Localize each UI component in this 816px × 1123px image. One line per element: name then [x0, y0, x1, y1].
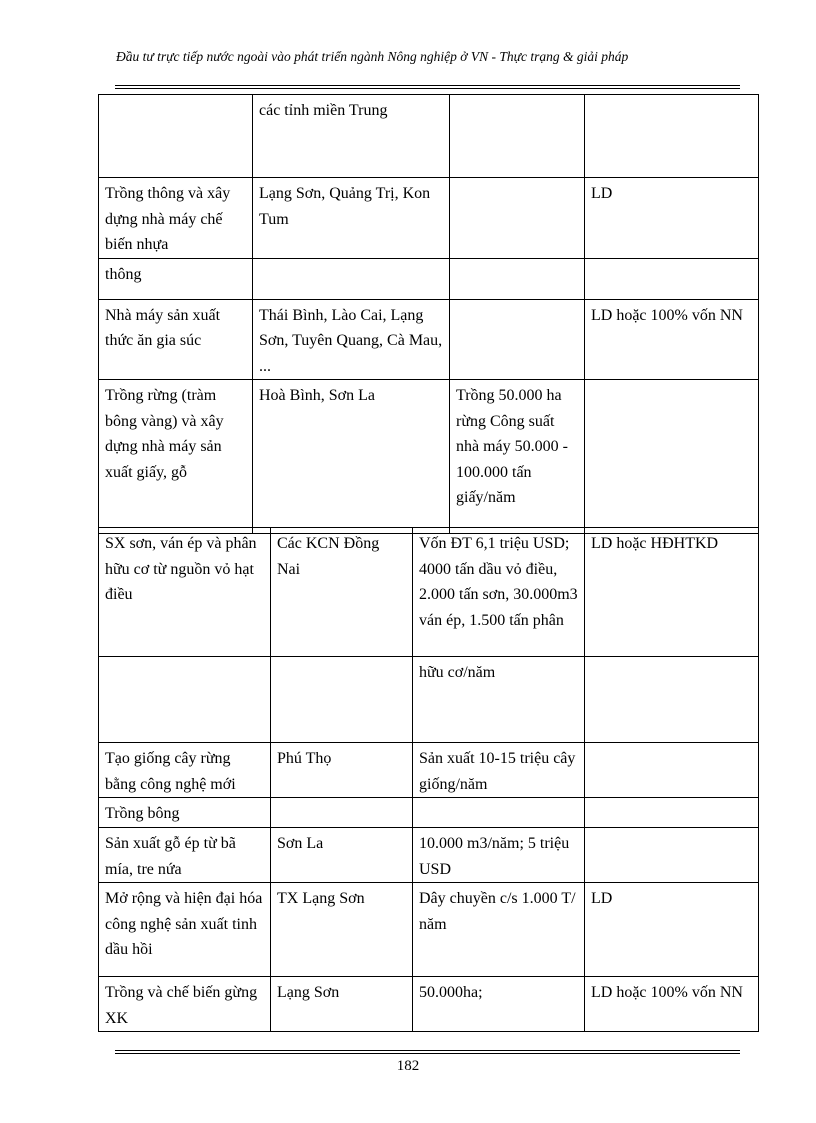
- running-header: Đầu tư trực tiếp nước ngoài vào phát triển ngành Nông nghiệp ở VN - Thực trạng & giải pháp: [116, 49, 629, 64]
- cell-form: LD hoặc 100% vốn NN: [585, 977, 759, 1032]
- cell-scale: [413, 798, 585, 828]
- cell-location: [271, 657, 413, 743]
- header-rule: [115, 85, 740, 86]
- cell-project: thông: [99, 258, 253, 299]
- cell-project: SX sơn, ván ép và phân hữu cơ từ nguồn vỏ hạt điều: [99, 528, 271, 657]
- page-number: 182: [396, 1058, 420, 1074]
- cell-form: LD: [585, 178, 759, 259]
- table-row: [99, 258, 759, 299]
- cell-scale: Sản xuất 10-15 triệu cây giống/năm: [413, 743, 585, 798]
- cell-project: Trồng bông: [99, 798, 271, 828]
- cell-project: Trồng rừng (tràm bông vàng) và xây dựng nhà máy sản xuất giấy, gỗ: [99, 380, 253, 534]
- table-row: [99, 828, 759, 883]
- cell-form: [585, 828, 759, 883]
- cell-project: Trồng thông và xây dựng nhà máy chế biến nhựa: [99, 178, 253, 259]
- cell-form: [585, 743, 759, 798]
- project-table-top: [98, 94, 759, 534]
- cell-form: LD: [585, 883, 759, 977]
- cell-location: Phú Thọ: [271, 743, 413, 798]
- cell-form: [585, 798, 759, 828]
- cell-scale: [450, 178, 585, 259]
- cell-scale: 50.000ha;: [413, 977, 585, 1032]
- cell-scale: Vốn ĐT 6,1 triệu USD; 4000 tấn dầu vỏ điều, 2.000 tấn sơn, 30.000m3 ván ép, 1.500 tấn phân: [413, 528, 585, 657]
- table-row: [99, 528, 759, 657]
- cell-project: [99, 95, 253, 178]
- table-row: [99, 977, 759, 1032]
- table-row: [99, 178, 759, 259]
- cell-scale: 10.000 m3/năm; 5 triệu USD: [413, 828, 585, 883]
- cell-scale: Trồng 50.000 ha rừng Công suất nhà máy 50.000 - 100.000 tấn giấy/năm: [450, 380, 585, 534]
- cell-form: [585, 380, 759, 534]
- cell-location: Lạng Sơn: [271, 977, 413, 1032]
- cell-project: Sản xuất gỗ ép từ bã mía, tre nứa: [99, 828, 271, 883]
- cell-location: Thái Bình, Lào Cai, Lạng Sơn, Tuyên Quang, Cà Mau, ...: [253, 299, 450, 380]
- table-row: [99, 883, 759, 977]
- cell-form: [585, 258, 759, 299]
- table-row: [99, 798, 759, 828]
- cell-location: Các KCN Đồng Nai: [271, 528, 413, 657]
- cell-form: [585, 95, 759, 178]
- cell-project: [99, 657, 271, 743]
- cell-scale: Dây chuyền c/s 1.000 T/ năm: [413, 883, 585, 977]
- cell-scale: hữu cơ/năm: [413, 657, 585, 743]
- cell-form: LD hoặc HĐHTKD: [585, 528, 759, 657]
- cell-form: LD hoặc 100% vốn NN: [585, 299, 759, 380]
- cell-location: [253, 258, 450, 299]
- footer-rule-double: [115, 1053, 740, 1054]
- cell-location: Hoà Bình, Sơn La: [253, 380, 450, 534]
- cell-project: Trồng và chế biến gừng XK: [99, 977, 271, 1032]
- cell-location: TX Lạng Sơn: [271, 883, 413, 977]
- header-rule-double: [115, 88, 740, 89]
- table-row: [99, 95, 759, 178]
- cell-scale: [450, 258, 585, 299]
- table-row: [99, 380, 759, 534]
- cell-scale: [450, 95, 585, 178]
- table-row: [99, 299, 759, 380]
- table-row: [99, 743, 759, 798]
- cell-location: [271, 798, 413, 828]
- project-table-bottom: [98, 527, 759, 1032]
- footer-rule: [115, 1050, 740, 1051]
- cell-project: Nhà máy sản xuất thức ăn gia súc: [99, 299, 253, 380]
- cell-location: các tỉnh miền Trung: [253, 95, 450, 178]
- cell-form: [585, 657, 759, 743]
- cell-location: Lạng Sơn, Quảng Trị, Kon Tum: [253, 178, 450, 259]
- cell-location: Sơn La: [271, 828, 413, 883]
- cell-scale: [450, 299, 585, 380]
- cell-project: Tạo giống cây rừng bằng công nghệ mới: [99, 743, 271, 798]
- table-row: [99, 657, 759, 743]
- cell-project: Mở rộng và hiện đại hóa công nghệ sản xuất tinh dầu hồi: [99, 883, 271, 977]
